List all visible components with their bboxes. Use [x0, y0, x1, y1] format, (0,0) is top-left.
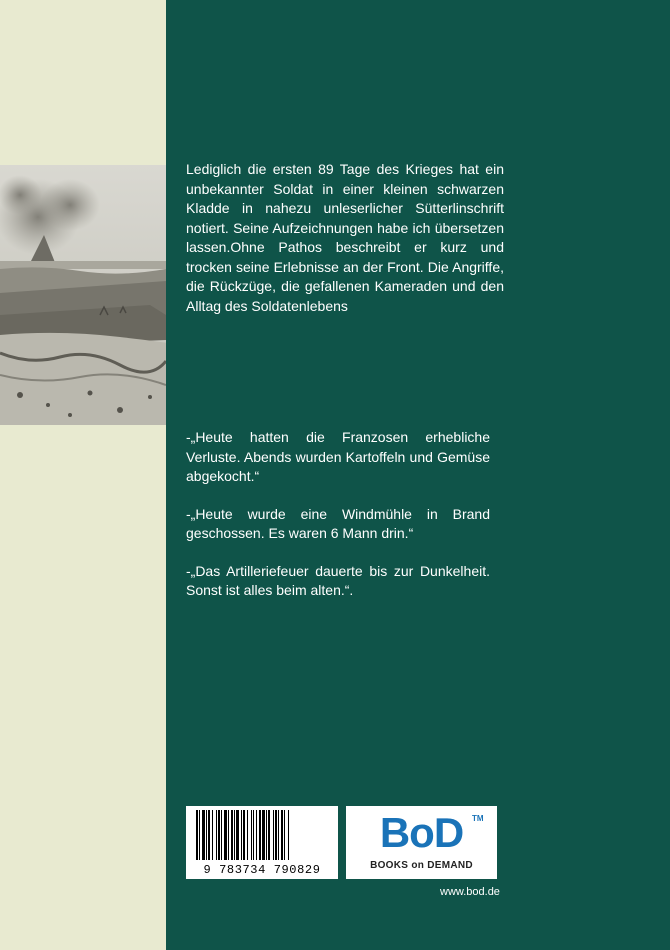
battlefield-explosion-photo — [0, 165, 166, 425]
quote-item: -„Heute wurde eine Windmühle in Brand geschossen. Es waren 6 Mann drin.“ — [186, 505, 490, 541]
left-cream-strip — [0, 0, 166, 950]
blurb-text-block — [186, 160, 504, 316]
bod-logo: BoD — [379, 809, 464, 856]
trademark-mark: TM — [472, 814, 484, 823]
blurb-paragraph: Lediglich die ersten 89 Tage des Krieges hat ein unbekannter Soldat in einer kleinen schwarzen Kladde in nahezu unleserlicher Sütterlinschrift notiert. Seine Aufzeichnungen habe ich übersetzen lassen.Ohne Pathos beschreibt er kurz und trocken seine Erlebnisse an der Front. Die Angriffe, die Rückzüge, die gefallenen Kameraden und den Alltag des Soldatenlebens — [186, 161, 504, 314]
publisher-logo-box — [346, 806, 497, 879]
bod-tagline: BOOKS on DEMAND — [370, 860, 473, 871]
battlefield-photo — [0, 165, 166, 425]
quote-item: -„Das Artilleriefeuer dauerte bis zur Dunkelheit. Sonst ist alles beim alten.“. — [186, 562, 490, 598]
isbn-number: 9 783734 790829 — [203, 863, 321, 877]
publisher-url: www.bod.de — [440, 886, 500, 898]
barcode-label — [186, 806, 338, 879]
quote-item: -„Heute hatten die Franzosen erhebliche Verluste. Abends wurden Kartoffeln und Gemüse abgekocht.“ — [186, 429, 490, 484]
barcode-icon — [186, 806, 338, 864]
quotes-block — [186, 428, 490, 619]
